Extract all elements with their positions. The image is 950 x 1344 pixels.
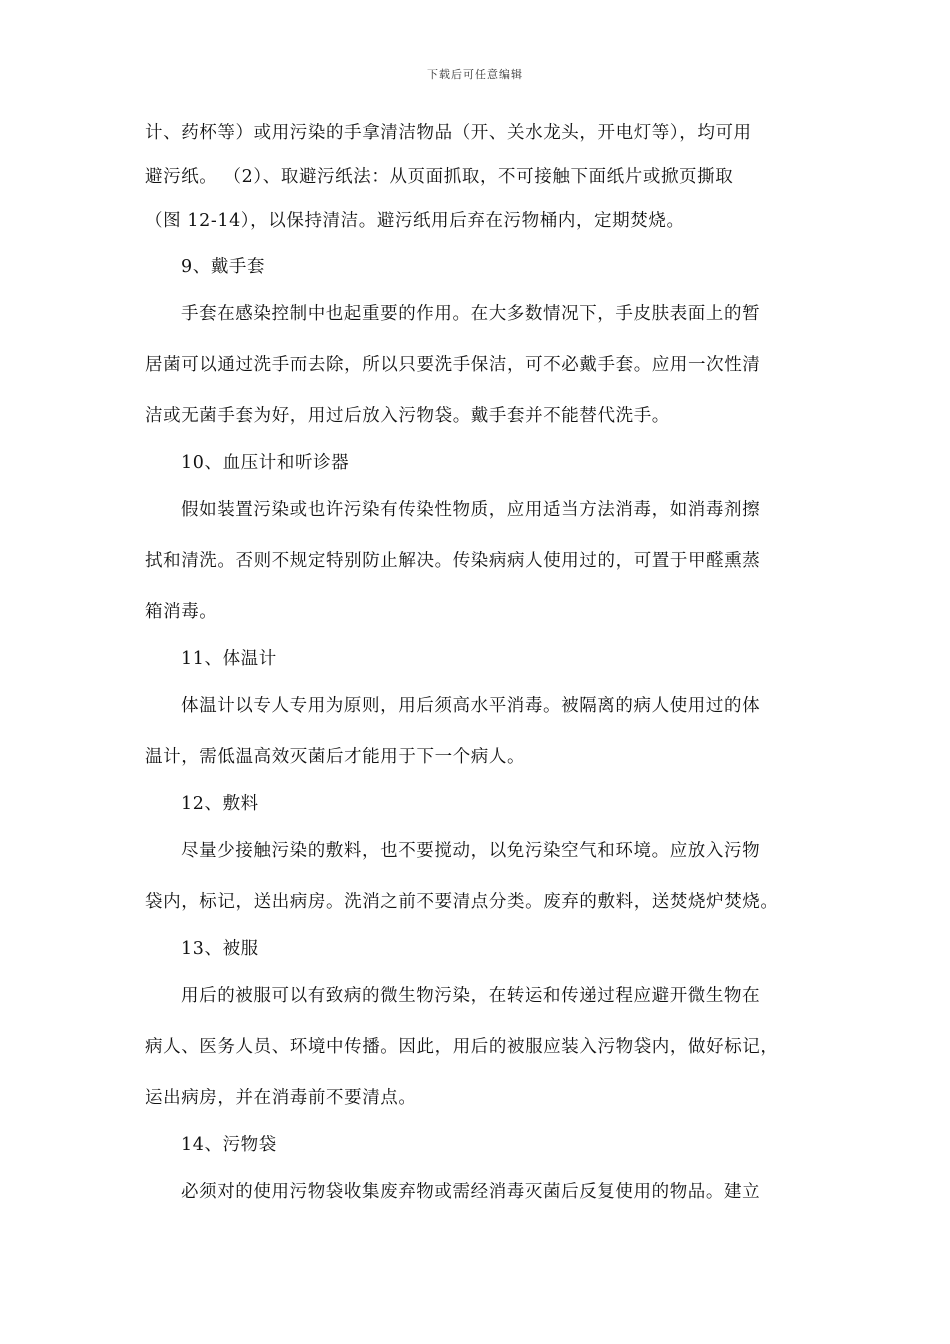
body-line: （图 12-14），以保持清洁。避污纸用后弃在污物桶内，定期焚烧。: [145, 211, 685, 231]
section-heading: 9、戴手套: [181, 257, 266, 277]
body-line: 洁或无菌手套为好，用过后放入污物袋。戴手套并不能替代洗手。: [145, 406, 670, 426]
body-line: 体温计以专人专用为原则，用后须高水平消毒。被隔离的病人使用过的体: [181, 696, 761, 716]
body-line: 箱消毒。: [145, 602, 218, 622]
body-line: 拭和清洗。否则不规定特别防止解决。传染病病人使用过的，可置于甲醛熏蒸: [145, 551, 761, 571]
page-header: 下载后可任意编辑: [427, 68, 523, 81]
section-heading: 13、被服: [181, 939, 259, 959]
body-line: 计、药杯等）或用污染的手拿清洁物品（开、关水龙头，开电灯等），均可用: [145, 123, 752, 143]
section-heading: 11、体温计: [181, 649, 277, 669]
body-line: 居菌可以通过洗手而去除，所以只要洗手保洁，可不必戴手套。应用一次性清: [145, 355, 761, 375]
body-line: 病人、医务人员、环境中传播。因此，用后的被服应装入污物袋内，做好标记，: [145, 1037, 779, 1057]
body-line: 运出病房，并在消毒前不要清点。: [145, 1088, 417, 1108]
body-line: 手套在感染控制中也起重要的作用。在大多数情况下，手皮肤表面上的暂: [181, 304, 761, 324]
body-line: 用后的被服可以有致病的微生物污染，在转运和传递过程应避开微生物在: [181, 986, 761, 1006]
section-heading: 10、血压计和听诊器: [181, 453, 350, 473]
section-heading: 14、污物袋: [181, 1135, 277, 1155]
body-line: 袋内，标记，送出病房。洗消之前不要清点分类。废弃的敷料，送焚烧炉焚烧。: [145, 892, 779, 912]
body-line: 必须对的使用污物袋收集废弃物或需经消毒灭菌后反复使用的物品。建立: [181, 1182, 761, 1202]
section-heading: 12、敷料: [181, 794, 259, 814]
body-line: 假如装置污染或也许污染有传染性物质，应用适当方法消毒，如消毒剂擦: [181, 500, 761, 520]
body-line: 温计，需低温高效灭菌后才能用于下一个病人。: [145, 747, 526, 767]
body-line: 避污纸。 （2）、取避污纸法：从页面抓取，不可接触下面纸片或掀页撕取: [145, 167, 734, 187]
body-line: 尽量少接触污染的敷料，也不要搅动，以免污染空气和环境。应放入污物: [181, 841, 761, 861]
